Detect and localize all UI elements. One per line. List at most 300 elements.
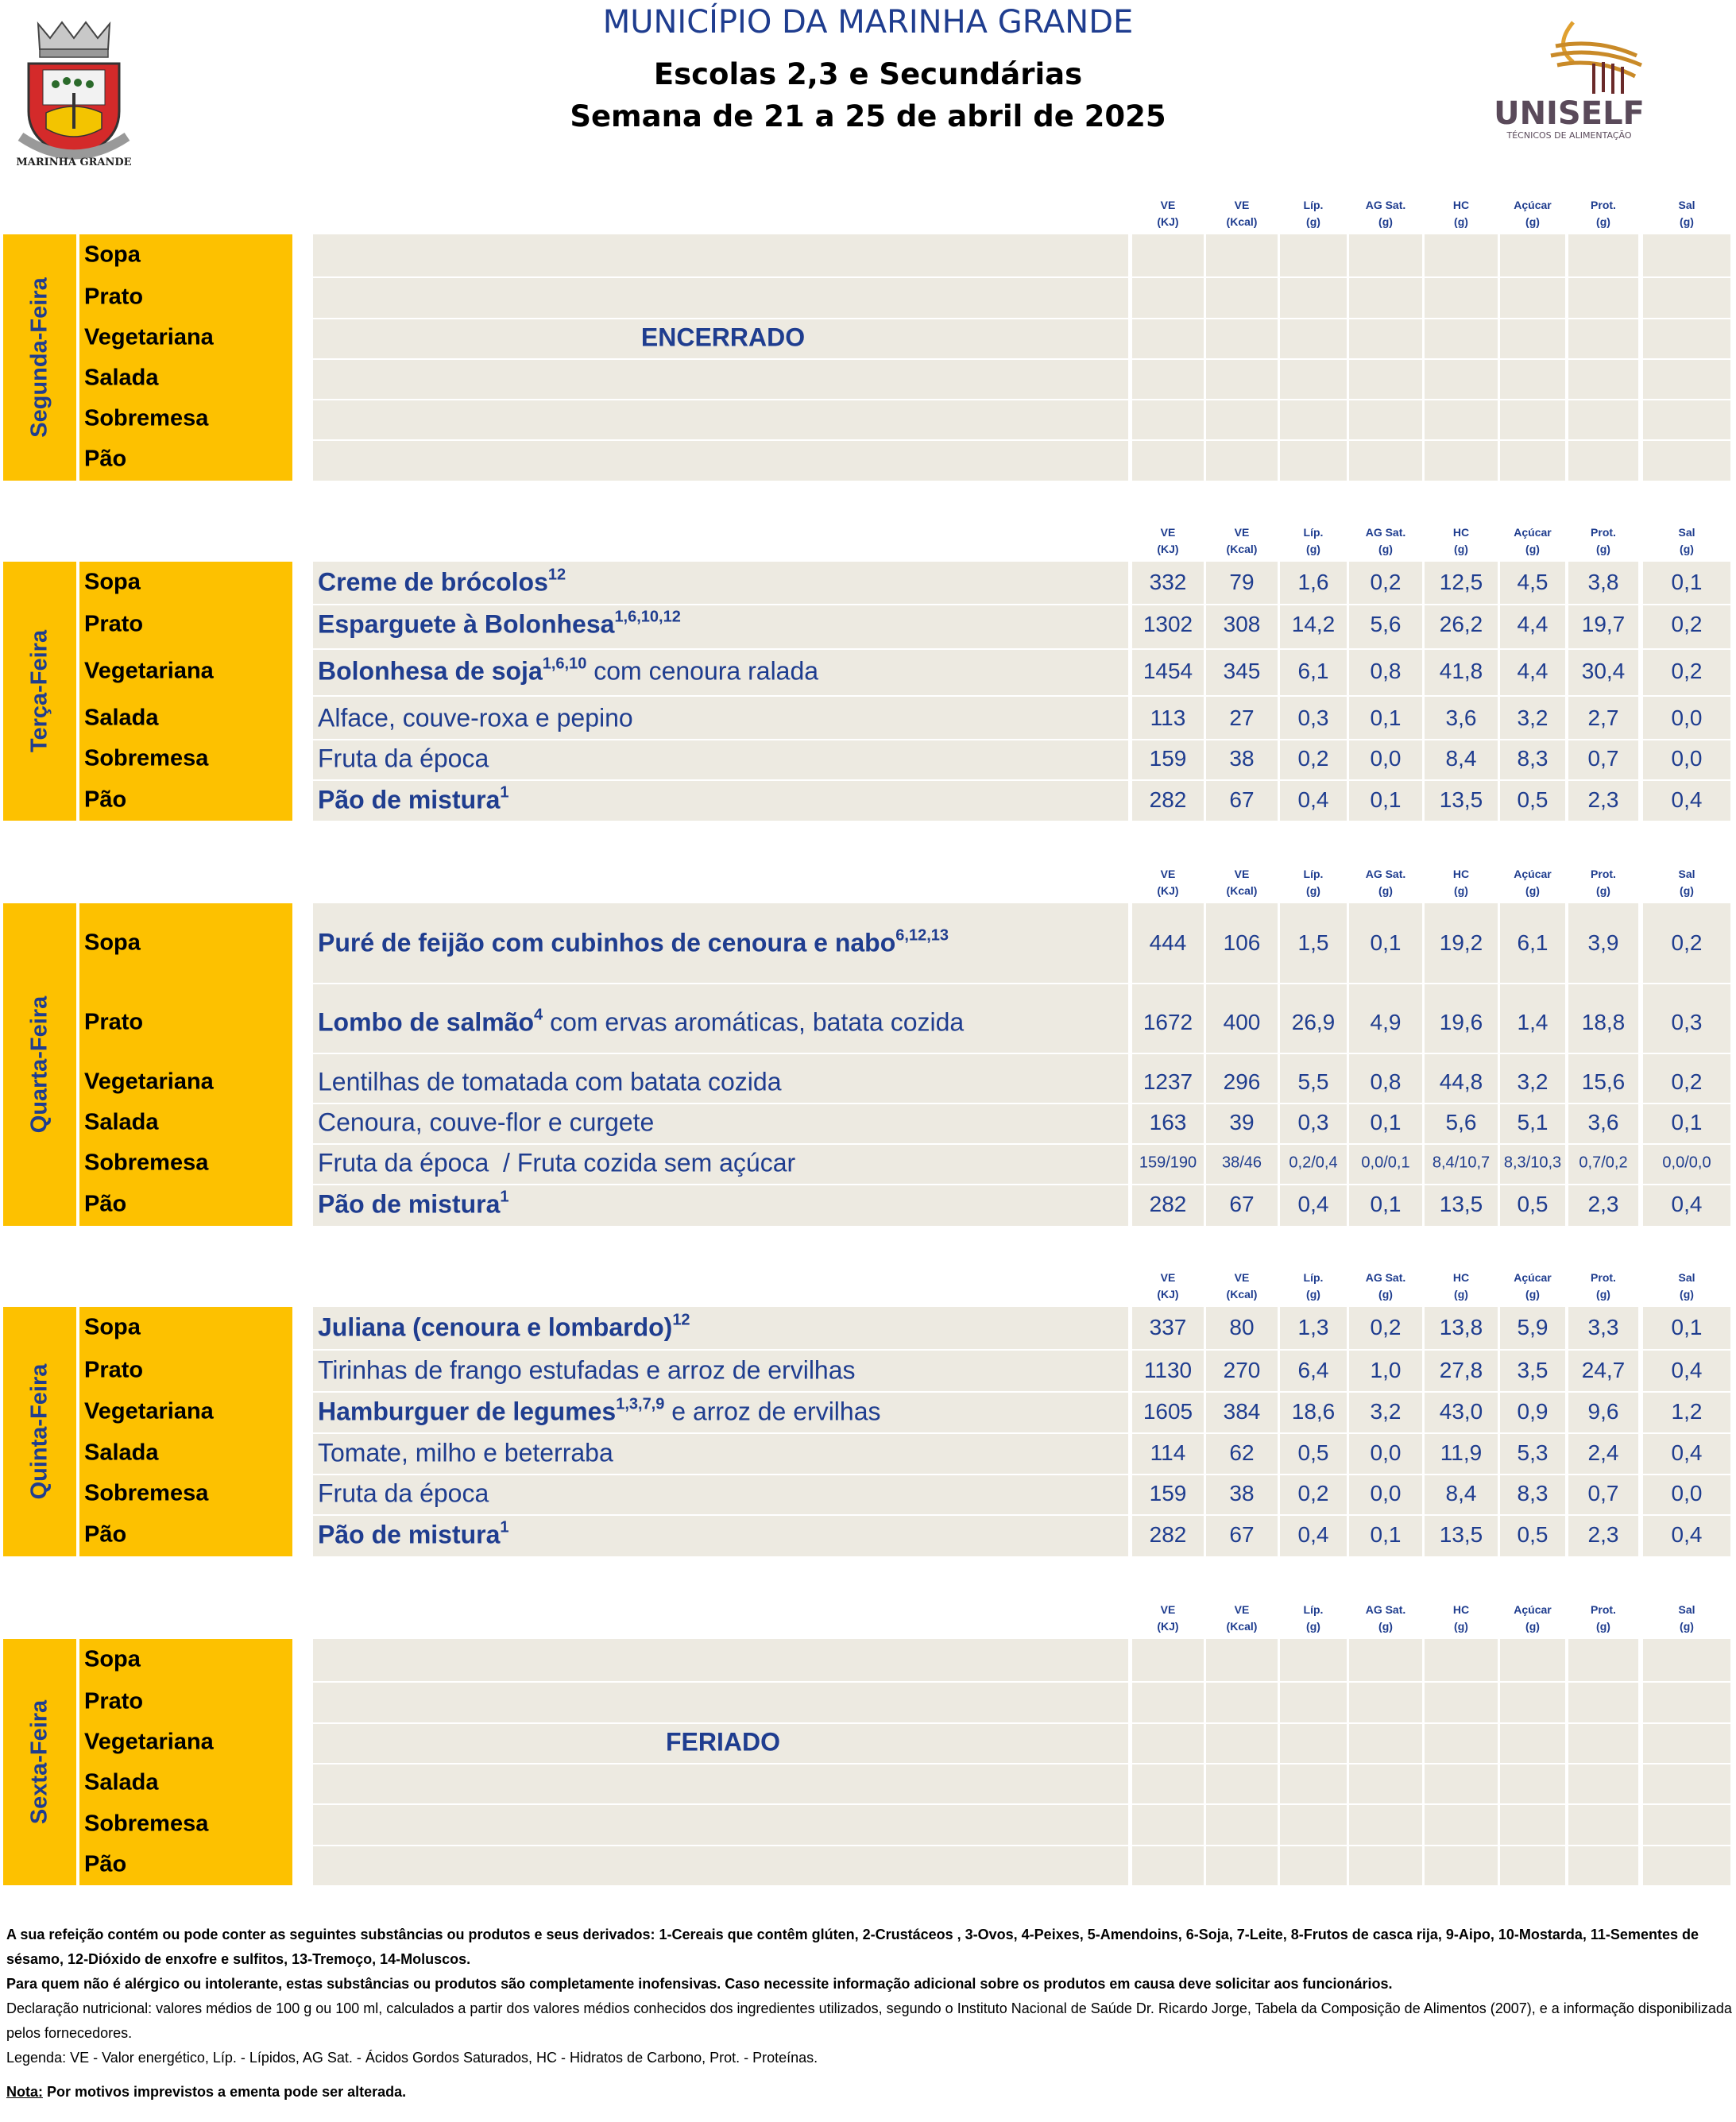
column-header-unit: (g) [1596,215,1610,228]
nutrient-value: 106 [1223,930,1261,955]
category-label: Sopa [84,1646,141,1672]
dish-description: Alface, couve-roxa e pepino [318,703,633,732]
column-header [1349,524,1422,558]
dish-name [318,1439,613,1468]
category-label: Pão [84,1521,127,1548]
nutrient-cell [1349,234,1422,276]
day-status: FERIADO [666,1727,780,1757]
nutrient-cell [1280,441,1347,481]
column-header-unit: (g) [1596,543,1610,555]
nutrient-value: 0,0 [1671,1481,1703,1505]
column-header [1280,197,1347,230]
nutrient-cell [1500,400,1565,439]
column-header-name: AG Sat. [1365,199,1406,211]
dish-name [318,783,509,815]
nutrient-value: 113 [1150,705,1186,730]
category-label: Pão [84,1191,127,1217]
column-header-unit: (g) [1378,1620,1393,1633]
nutrient-value: 0,1 [1370,705,1402,730]
nutrient-value: 0,4 [1671,1192,1703,1216]
category-label: Salada [84,705,159,731]
day-name: Quarta-Feira [26,995,52,1134]
nutrient-value: 8,4 [1445,746,1477,771]
nutrient-value: 5,3 [1517,1440,1548,1465]
nutrient-value: 0,7 [1587,1481,1619,1505]
nutrient-cell [1500,360,1565,399]
dish-main: Puré de feijão com cubinhos de cenoura e nabo [318,928,896,957]
nutrient-value: 159 [1149,1481,1187,1505]
nutrient-cell [1280,278,1347,318]
nutrient-value: 15,6 [1581,1069,1626,1094]
nutrient-value: 0,1 [1370,930,1402,955]
nutrient-value: 24,7 [1581,1358,1626,1382]
nutrient-cell [1280,1683,1347,1722]
nutrient-cell [1500,1764,1565,1803]
nutrient-value: 2,3 [1587,1192,1619,1216]
municipality-title: MUNICÍPIO DA MARINHA GRANDE [602,4,1134,41]
dish-name [318,1108,654,1138]
nutrient-cell [1643,1683,1730,1722]
column-header [1500,524,1565,558]
day-name: Sexta-Feira [26,1699,52,1825]
nutrient-value: 0,1 [1671,570,1703,594]
nutrient-value: 2,3 [1587,1522,1619,1547]
nutrient-cell [1568,278,1638,318]
dish-cell [313,234,1128,276]
nutrient-cell [1132,360,1204,399]
nutrient-value: 5,5 [1297,1069,1329,1094]
nutrient-cell [1206,319,1278,358]
category-label: Salada [84,1109,159,1135]
nutrient-value: 67 [1229,1192,1255,1216]
nutrient-cell [1500,441,1565,481]
column-header-unit: (g) [1454,215,1468,228]
nutrient-cell [1500,1724,1565,1763]
nutrient-value: 18,6 [1291,1399,1336,1424]
nutrient-value: 0,4 [1297,1522,1329,1547]
nutrient-cell [1132,234,1204,276]
column-header [1643,524,1730,558]
nutrient-value: 1605 [1143,1399,1193,1424]
nutrient-value: 0,8 [1370,1069,1402,1094]
category-label: Prato [84,1009,144,1035]
category-label: Prato [84,611,144,637]
column-header-name: Sal [1678,199,1695,211]
nutrient-value: 0,1 [1370,1522,1402,1547]
nutrient-cell [1206,441,1278,481]
allergens-info: A sua refeição contém ou pode conter as seguintes substâncias ou produtos e seus derivados: 1-Cereais que contêm glúten, 2-Crustáceos , 3-Ovos, 4-Peixes, 5-Amendoins, 6-Soja, 7-Leite, 8-Frutos de casca rija, 9-Aipo, 10-Mostarda, 11-Sementes de sésamo, 12-Dióxido de enxofre e sulfitos, 13-Tremoço, 14-Moluscos. [6,1927,1699,1967]
nutrient-value: 270 [1223,1358,1261,1382]
nutrient-value: 67 [1229,787,1255,812]
nutrient-value: 2,7 [1587,705,1619,730]
dish-name [318,704,633,733]
nutrient-value: 2,4 [1587,1440,1619,1465]
nutrient-value: 3,9 [1587,930,1619,955]
dish-main: Juliana (cenoura e lombardo) [318,1312,673,1342]
nutrient-value: 0,4 [1297,787,1329,812]
column-header-unit: (Kcal) [1226,884,1258,897]
nutrient-value: 0,3 [1671,1010,1703,1034]
dish-main: Pão de mistura [318,785,501,814]
uniself-logo [1478,14,1661,141]
nutrient-value: 19,6 [1439,1010,1483,1034]
note-text: Por motivos imprevistos a ementa pode ser alterada. [43,2084,407,2100]
dish-cell [313,441,1128,481]
column-header-name: Sal [1678,526,1695,539]
column-header-unit: (g) [1525,1620,1540,1633]
nutrient-cell [1643,441,1730,481]
nutrient-cell [1349,441,1422,481]
dish-cell [313,278,1128,318]
nutrient-value: 5,6 [1370,612,1402,636]
day-name: Terça-Feira [26,629,52,753]
allergen-codes: 4 [534,1006,543,1024]
column-header-name: Açúcar [1514,868,1552,880]
nutrient-value: 6,1 [1297,659,1329,683]
column-header [1425,1602,1498,1635]
nutrient-value: 8,4/10,7 [1432,1154,1490,1172]
nutrient-value: 39 [1229,1110,1255,1134]
nutrient-value: 282 [1149,1522,1187,1547]
nutrient-cell [1349,1846,1422,1885]
nutrient-cell [1568,1639,1638,1681]
nutrient-value: 41,8 [1439,659,1483,683]
nutrient-value: 0,1 [1671,1110,1703,1134]
nutrient-cell [1643,1639,1730,1681]
nutrient-value: 12,5 [1439,570,1483,594]
nutrient-value: 0,0 [1370,746,1402,771]
nutrient-value: 1,6 [1297,570,1329,594]
column-header-name: VE [1160,199,1176,211]
nutrient-cell [1132,1846,1204,1885]
dish-cell [313,1683,1128,1722]
column-header [1568,1602,1638,1635]
nutrient-value: 0,4 [1671,1358,1703,1382]
nutrient-cell [1280,234,1347,276]
nutrient-cell [1425,400,1498,439]
column-header-unit: (KJ) [1157,215,1179,228]
dish-name [318,657,818,686]
nutrient-value: 0,1 [1671,1315,1703,1339]
column-header-name: VE [1234,526,1250,539]
nutrient-value: 0,2/0,4 [1289,1154,1338,1172]
nutrient-value: 0,2 [1370,1315,1402,1339]
nutrient-value: 6,4 [1297,1358,1329,1382]
allergen-codes: 1 [500,783,509,802]
column-header-unit: (g) [1680,884,1694,897]
column-header [1349,866,1422,899]
nutrient-cell [1568,319,1638,358]
column-header [1206,1270,1278,1303]
column-header-unit: (g) [1454,1288,1468,1301]
dish-description: Tirinhas de frango estufadas e arroz de ervilhas [318,1355,856,1385]
column-header [1280,1270,1347,1303]
nutrient-value: 1672 [1143,1010,1193,1034]
nutrient-value: 384 [1223,1399,1261,1424]
nutrient-cell [1132,1683,1204,1722]
nutrient-cell [1206,400,1278,439]
nutrient-cell [1132,1724,1204,1763]
nutrient-value: 11,9 [1440,1440,1483,1465]
dish-name [318,1397,881,1427]
column-header-name: HC [1452,868,1470,880]
column-header [1643,1270,1730,1303]
nutrient-cell [1349,1724,1422,1763]
nutrient-value: 0,4 [1671,1522,1703,1547]
nutrient-value: 444 [1149,930,1187,955]
column-header-unit: (KJ) [1157,1620,1179,1633]
nutrient-cell [1568,360,1638,399]
nutrient-cell [1643,1764,1730,1803]
dish-name [318,1149,795,1178]
nutrient-cell [1206,234,1278,276]
column-header-name: VE [1160,526,1176,539]
dish-main: Creme de brócolos [318,567,548,597]
dish-main: Bolonhesa de soja [318,656,543,686]
dish-name [318,744,489,774]
nutrient-value: 0,5 [1517,1192,1548,1216]
column-header-unit: (g) [1596,1288,1610,1301]
nutrient-cell [1280,1846,1347,1885]
column-header-name: Prot. [1591,868,1616,880]
nutrient-cell [1349,1683,1422,1722]
nutrient-value: 0,0 [1370,1440,1402,1465]
category-label: Vegetariana [84,324,214,350]
column-header [1425,866,1498,899]
column-header-unit: (g) [1680,1288,1694,1301]
nutrient-cell [1643,1724,1730,1763]
column-header-unit: (g) [1525,1288,1540,1301]
day-name: Segunda-Feira [26,277,52,438]
nutrient-value: 0,5 [1517,787,1548,812]
nutrient-value: 0,2 [1297,1481,1329,1505]
nutrient-cell [1643,319,1730,358]
nutrient-cell [1132,1805,1204,1845]
nutrient-value: 62 [1229,1440,1255,1465]
nutrient-cell [1500,234,1565,276]
nutrient-cell [1568,234,1638,276]
nutrient-cell [1643,1846,1730,1885]
footer [6,1923,1734,2105]
category-label: Prato [84,1688,144,1714]
nutrient-value: 8,4 [1445,1481,1477,1505]
nutrient-value: 163 [1149,1110,1187,1134]
nutrient-value: 0,7/0,2 [1579,1154,1628,1172]
nutrient-value: 2,3 [1587,787,1619,812]
nutrient-cell [1206,1805,1278,1845]
nutrient-cell [1568,1724,1638,1763]
dish-cell [313,360,1128,399]
dish-name [318,1190,509,1219]
category-column [79,1307,292,1556]
dish-description: com ervas aromáticas, batata cozida [543,1007,965,1037]
nutrient-cell [1500,1683,1565,1722]
column-header [1643,866,1730,899]
nutrient-value: 159/190 [1139,1154,1197,1172]
category-label: Sobremesa [84,1480,209,1506]
dish-main: Pão de mistura [318,1520,501,1549]
nutrient-cell [1643,360,1730,399]
column-header-name: Prot. [1591,526,1616,539]
column-header [1568,866,1638,899]
dish-name [318,1008,964,1038]
nutrient-value: 0,8 [1370,659,1402,683]
nutrient-value: 5,1 [1517,1110,1548,1134]
nutrient-value: 8,3/10,3 [1503,1154,1562,1172]
nutrient-value: 0,1 [1370,1110,1402,1134]
column-header [1500,1270,1565,1303]
nutrient-cell [1568,1764,1638,1803]
column-header-name: Sal [1678,868,1695,880]
nutrient-cell [1425,1764,1498,1803]
uniself-logo-subtext: TÉCNICOS DE ALIMENTAÇÃO [1506,130,1632,141]
column-header-unit: (g) [1525,884,1540,897]
nutrient-value: 0,4 [1671,787,1703,812]
column-header [1425,524,1498,558]
column-header-name: Prot. [1591,1271,1616,1284]
nutrient-value: 19,2 [1439,930,1483,955]
nutrient-value: 0,2 [1671,659,1703,683]
dish-description: Cenoura, couve-flor e curgete [318,1107,655,1137]
column-header [1132,524,1204,558]
allergen-codes: 1 [500,1518,509,1536]
week-title: Semana de 21 a 25 de abril de 2025 [570,99,1166,133]
dish-cell [313,1639,1128,1681]
nutrient-cell [1568,1683,1638,1722]
allergen-codes: 6,12,13 [895,926,949,945]
column-header [1206,1602,1278,1635]
nutrient-value: 30,4 [1581,659,1626,683]
category-label: Sobremesa [84,745,209,771]
column-header-unit: (KJ) [1157,884,1179,897]
column-header-name: Açúcar [1514,1603,1552,1616]
category-label: Sobremesa [84,405,209,431]
nutrient-value: 4,4 [1517,612,1548,636]
nutrient-value: 0,3 [1297,1110,1329,1134]
allergen-codes: 12 [672,1311,690,1329]
dish-main: Esparguete à Bolonhesa [318,609,615,639]
column-header-name: HC [1452,199,1470,211]
category-label: Sobremesa [84,1150,209,1176]
column-header [1349,1270,1422,1303]
day-label [3,1639,76,1885]
nutrient-cell [1206,1639,1278,1681]
day-label [3,903,76,1226]
column-header-name: Prot. [1591,199,1616,211]
nutrient-value: 1454 [1143,659,1193,683]
column-header [1280,866,1347,899]
column-header [1280,524,1347,558]
column-header-unit: (g) [1306,1288,1320,1301]
column-header-name: Líp. [1303,199,1324,211]
nutrient-value: 0,1 [1370,1192,1402,1216]
allergen-codes: 1 [500,1188,509,1206]
nutrient-cell [1425,1805,1498,1845]
dish-cell [313,1805,1128,1845]
column-header [1500,197,1565,230]
nutrient-value: 67 [1229,1522,1255,1547]
allergen-codes: 1,6,10 [542,655,587,673]
nutrient-cell [1425,1683,1498,1722]
nutrient-value: 26,9 [1291,1010,1336,1034]
category-column [79,562,292,821]
nutrient-value: 4,5 [1517,570,1548,594]
intolerance-info: Para quem não é alérgico ou intolerante, estas substâncias ou produtos são completamente inofensivas. Caso necessite informação adicional sobre os produtos em causa deve solicitar aos funcionários. [6,1976,1393,1992]
nutrient-value: 1,4 [1517,1010,1548,1034]
column-header-name: HC [1452,1603,1470,1616]
dish-name [318,1356,856,1386]
nutrient-cell [1132,278,1204,318]
nutrient-value: 38 [1229,746,1255,771]
column-header-name: HC [1452,1271,1470,1284]
column-header-name: AG Sat. [1365,526,1406,539]
column-header [1500,1602,1565,1635]
nutrient-cell [1280,1639,1347,1681]
column-header-name: VE [1160,1603,1176,1616]
column-header-unit: (Kcal) [1226,543,1258,555]
dish-name [318,610,681,640]
nutrient-cell [1132,1639,1204,1681]
nutrient-value: 43,0 [1439,1399,1483,1424]
nutrient-cell [1280,1805,1347,1845]
column-header-name: VE [1160,868,1176,880]
nutrient-value: 0,0/0,1 [1361,1154,1410,1172]
nutrient-value: 0,0 [1671,746,1703,771]
category-label: Sobremesa [84,1811,209,1837]
allergen-codes: 1,6,10,12 [614,608,681,626]
schools-title: Escolas 2,3 e Secundárias [653,57,1083,91]
day-label [3,562,76,821]
dish-description: Tomate, milho e beterraba [318,1438,613,1467]
dish-name [318,1313,690,1343]
nutrient-cell [1206,1764,1278,1803]
category-label: Sopa [84,1314,141,1340]
nutrient-value: 9,6 [1587,1399,1619,1424]
column-header-name: Açúcar [1514,526,1552,539]
category-column [79,234,292,481]
nutrient-value: 345 [1223,659,1261,683]
nutrient-value: 0,2 [1671,1069,1703,1094]
nutrient-cell [1500,278,1565,318]
nutrient-value: 1130 [1143,1358,1193,1382]
nutrient-cell [1425,319,1498,358]
column-header [1349,1602,1422,1635]
column-header [1132,1602,1204,1635]
column-header-unit: (g) [1306,884,1320,897]
nutrient-cell [1500,1639,1565,1681]
nutrient-cell [1568,1846,1638,1885]
nutrient-cell [1349,1805,1422,1845]
nutrient-value: 0,2 [1297,746,1329,771]
column-header [1568,1270,1638,1303]
nutrient-cell [1349,360,1422,399]
nutrient-cell [1280,1724,1347,1763]
nutrient-value: 5,6 [1445,1110,1477,1134]
column-header-name: Líp. [1303,868,1324,880]
column-header-name: Líp. [1303,1271,1324,1284]
nutrient-value: 13,5 [1439,787,1483,812]
category-label: Vegetariana [84,1729,214,1755]
uniself-logo-text: UNISELF [1494,95,1645,132]
column-header [1425,197,1498,230]
column-header-name: Sal [1678,1603,1695,1616]
column-header [1206,866,1278,899]
dish-main: Lombo de salmão [318,1007,535,1037]
nutrient-cell [1280,400,1347,439]
dish-name [318,568,566,597]
nutrient-value: 26,2 [1439,612,1483,636]
column-header-unit: (g) [1378,1288,1393,1301]
